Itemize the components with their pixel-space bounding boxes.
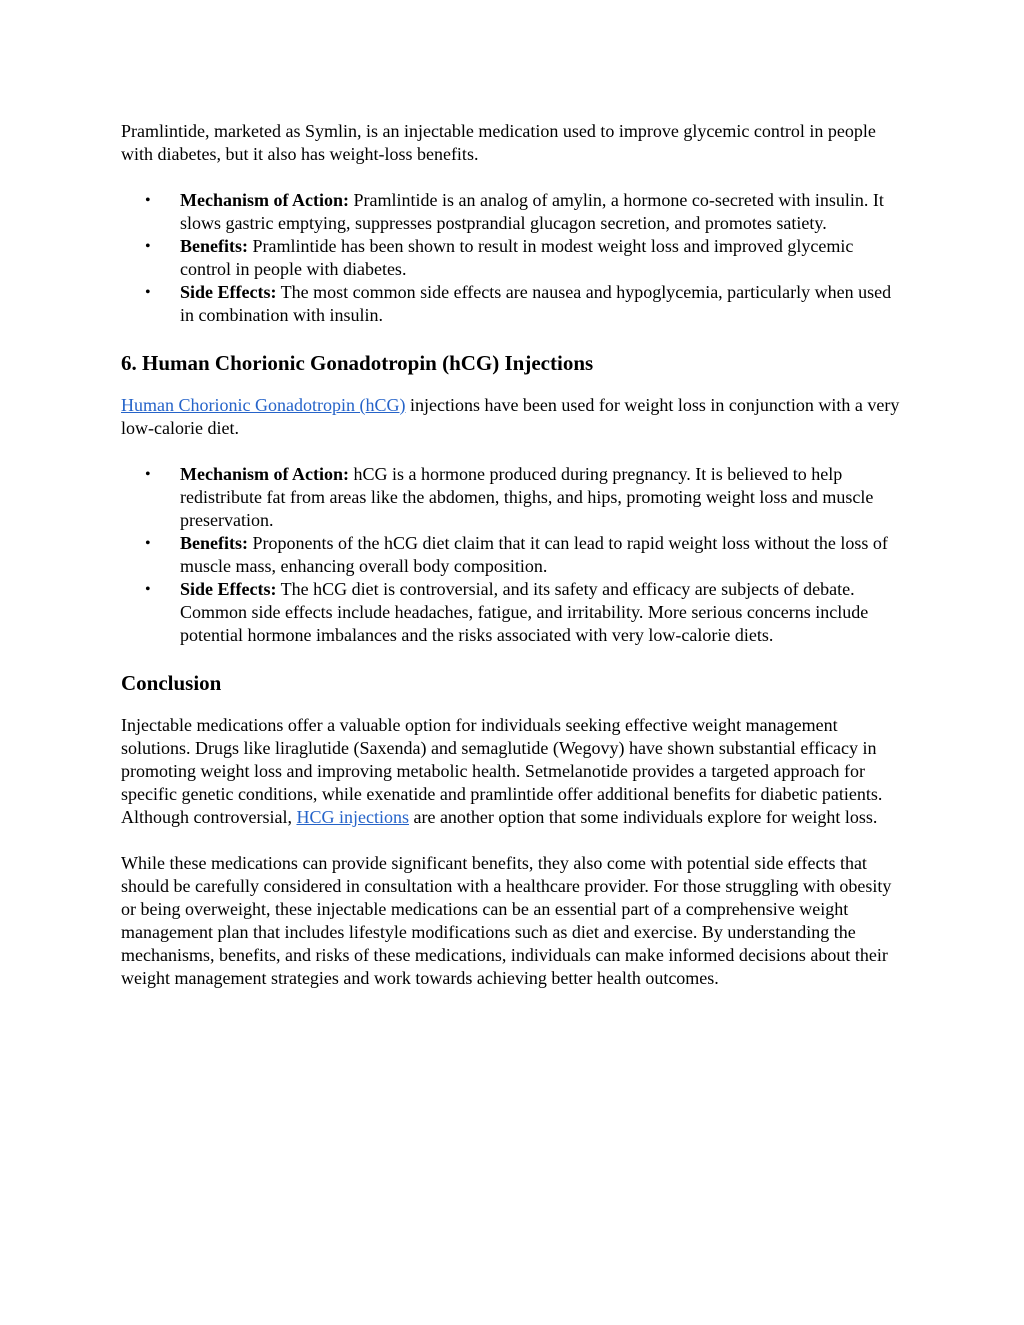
bullet-dot-icon: •: [145, 535, 151, 552]
list-item-label: Benefits:: [180, 533, 248, 553]
hcg-list: [121, 463, 906, 647]
list-item-text: The most common side effects are nausea and hypoglycemia, particularly when used in combination with insulin.: [180, 282, 892, 325]
pramlintide-intro: Pramlintide, marketed as Symlin, is an injectable medication used to improve glycemic control in people with diabetes, but it also has weight-loss benefits.: [121, 121, 876, 164]
list-item-text: The hCG diet is controversial, and its safety and efficacy are subjects of debate. Common side effects include headaches, fatigue, and irritability. More serious concerns include potential hormone imbalances and the risks associated with very low-calorie diets.: [180, 579, 869, 645]
hcg-heading: 6. Human Chorionic Gonadotropin (hCG) Injections: [121, 351, 594, 375]
conclusion-paragraph-1: [121, 714, 906, 829]
list-item-label: Mechanism of Action:: [180, 464, 349, 484]
list-item: [121, 463, 906, 532]
list-item-text: hCG is a hormone produced during pregnancy. It is believed to help redistribute fat from areas like the abdomen, thighs, and hips, promoting weight loss and muscle preservation.: [180, 464, 874, 530]
list-item-label: Mechanism of Action:: [180, 190, 349, 210]
conclusion-heading: Conclusion: [121, 671, 222, 695]
list-item: [121, 235, 906, 281]
bullet-dot-icon: •: [145, 466, 151, 483]
list-item: [121, 532, 906, 578]
document-page: [121, 120, 906, 990]
list-item-label: Side Effects:: [180, 579, 277, 599]
list-item-text: Proponents of the hCG diet claim that it can lead to rapid weight loss without the loss of muscle mass, enhancing overall body composition.: [180, 533, 888, 576]
list-item: [121, 578, 906, 647]
bullet-dot-icon: •: [145, 284, 151, 301]
bullet-dot-icon: •: [145, 192, 151, 209]
list-item-text: Pramlintide is an analog of amylin, a hormone co-secreted with insulin. It slows gastric emptying, suppresses postprandial glucagon secretion, and promotes satiety.: [180, 190, 884, 233]
hcg-injections-link[interactable]: HCG injections: [296, 807, 409, 827]
conclusion-paragraph-2: While these medications can provide significant benefits, they also come with potential side effects that should be carefully considered in consultation with a healthcare provider. For those struggling with obesity or being overweight, these injectable medications can be an essential part of a comprehensive weight management plan that includes lifestyle modifications such as diet and exercise. By understanding the mechanisms, benefits, and risks of these medications, individuals can make informed decisions about their weight management strategies and work towards achieving better health outcomes.: [121, 853, 892, 988]
list-item-label: Side Effects:: [180, 282, 277, 302]
list-item: [121, 281, 906, 327]
bullet-dot-icon: •: [145, 238, 151, 255]
bullet-dot-icon: •: [145, 581, 151, 598]
conclusion-text-end: are another option that some individuals explore for weight loss.: [408, 807, 878, 827]
hcg-intro-text: injections have been used for weight loss in conjunction with a very low-calorie diet.: [121, 395, 900, 438]
list-item: [121, 189, 906, 235]
list-item-label: Benefits:: [180, 236, 248, 256]
list-item-text: Pramlintide has been shown to result in modest weight loss and improved glycemic control in people with diabetes.: [180, 236, 854, 279]
pramlintide-list: [121, 189, 906, 327]
hcg-link[interactable]: Human Chorionic Gonadotropin (hCG): [121, 395, 406, 415]
hcg-intro: [121, 394, 906, 440]
conclusion-text-start: Injectable medications offer a valuable option for individuals seeking effective weight management solutions. Drugs like liraglutide (Saxenda) and semaglutide (Wegovy) have shown substantial efficacy in promoting weight loss and improving metabolic health. Setmelanotide provides a targeted approach for specific genetic conditions, while exenatide and pramlintide offer additional benefits for diabetic patients. Although controversial,: [121, 715, 883, 827]
